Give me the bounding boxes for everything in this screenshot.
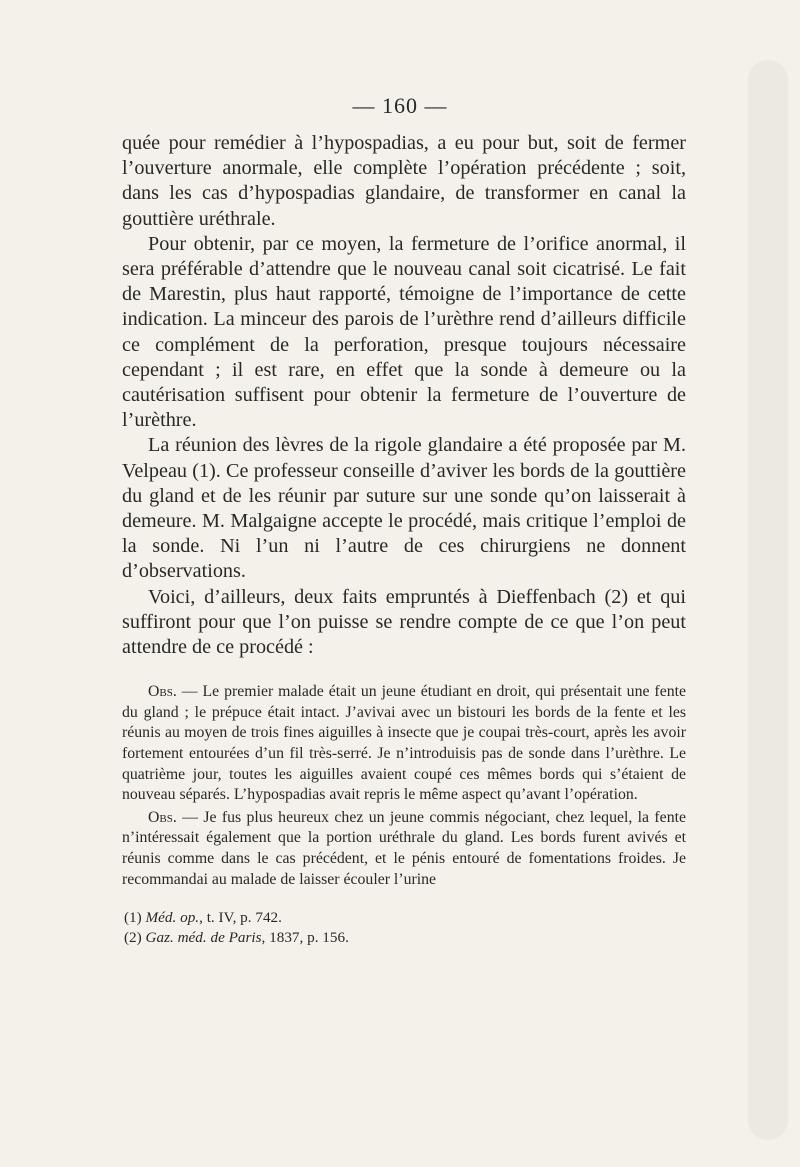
observations [122,682,686,890]
observation [122,682,686,806]
observation-text: — Je fus plus heureux chez un jeune commis négociant, chez lequel, la fente n’intéressait également que la portion uréthrale du gland. Les bords furent avivés et réunis comme dans le cas précédent, et le pénis entouré de fomentations froides. Je recommandai au malade de laisser écouler l’urine [122,808,686,888]
footnote-source: Méd. op. [145,909,200,927]
footnote-marker: (1) [124,909,142,927]
footnote-detail: , t. IV, p. 742. [199,909,282,927]
footnote-source: Gaz. méd. de Paris [145,929,262,947]
observation-text: — Le premier malade était un jeune étudiant en droit, qui présentait une fente du gland ; le prépuce était intact. J’avivai avec un bistouri les bords de la fente et les réunis au moyen de trois fines aiguilles à insecte que je coupai très-court, après les avoir fortement entourées d’un fil très-serré. Je n’introduisis pas de sonde dans l’urèthre. Le quatrième jour, toutes les aiguilles avaient coupé ces mêmes bords qui s’étaient de nouveau séparés. L’hypospadias avait repris le même aspect qu’avant l’opération. [122,683,686,804]
body-text [122,131,686,948]
paragraph: La réunion des lèvres de la rigole glandaire a été proposée par M. Velpeau (1). Ce professeur conseille d’aviver les bords de la gouttière du gland et de les réunir par suture sur une sonde qu’on laisserait à demeure. M. Malgaigne accepte le procédé, mais critique l’emploi de la sonde. Ni l’un ni l’autre de ces chirurgiens ne donnent d’observations. [122,434,686,583]
footnote-detail: , 1837, p. 156. [261,929,349,947]
paragraph: quée pour remédier à l’hypospadias, a eu pour but, soit de fermer l’ouverture anormale, elle complète l’opération précédente ; soit, dans les cas d’hypospadias glandaire, de transformer en canal la gouttière uréthrale. [122,132,686,230]
footnote [122,908,686,928]
paragraph: Voici, d’ailleurs, deux faits empruntés à Dieffenbach (2) et qui suffiront pour que l’on puisse se rendre compte de ce que l’on peut attendre de ce procédé : [122,585,686,659]
observation-label: Obs. [148,683,177,701]
footnote-marker: (2) [124,929,142,947]
footnote [122,928,686,948]
footnotes [122,908,686,948]
page-number: — 160 — [352,93,448,118]
paragraph: Pour obtenir, par ce moyen, la fermeture de l’orifice anormal, il sera préférable d’attendre que le nouveau canal soit cicatrisé. Le fait de Marestin, plus haut rapporté, témoigne de l’importance de cette indication. La minceur des parois de l’urèthre rend d’ailleurs difficile ce complément de la perforation, presque toujours nécessaire cependant ; il est rare, en effet que la sonde à demeure ou la cautérisation suffisent pour obtenir la fermeture de l’ouverture de l’urèthre. [122,232,686,432]
observation [122,808,686,890]
paper-stain [748,60,788,1140]
observation-label: Obs. [148,808,177,826]
